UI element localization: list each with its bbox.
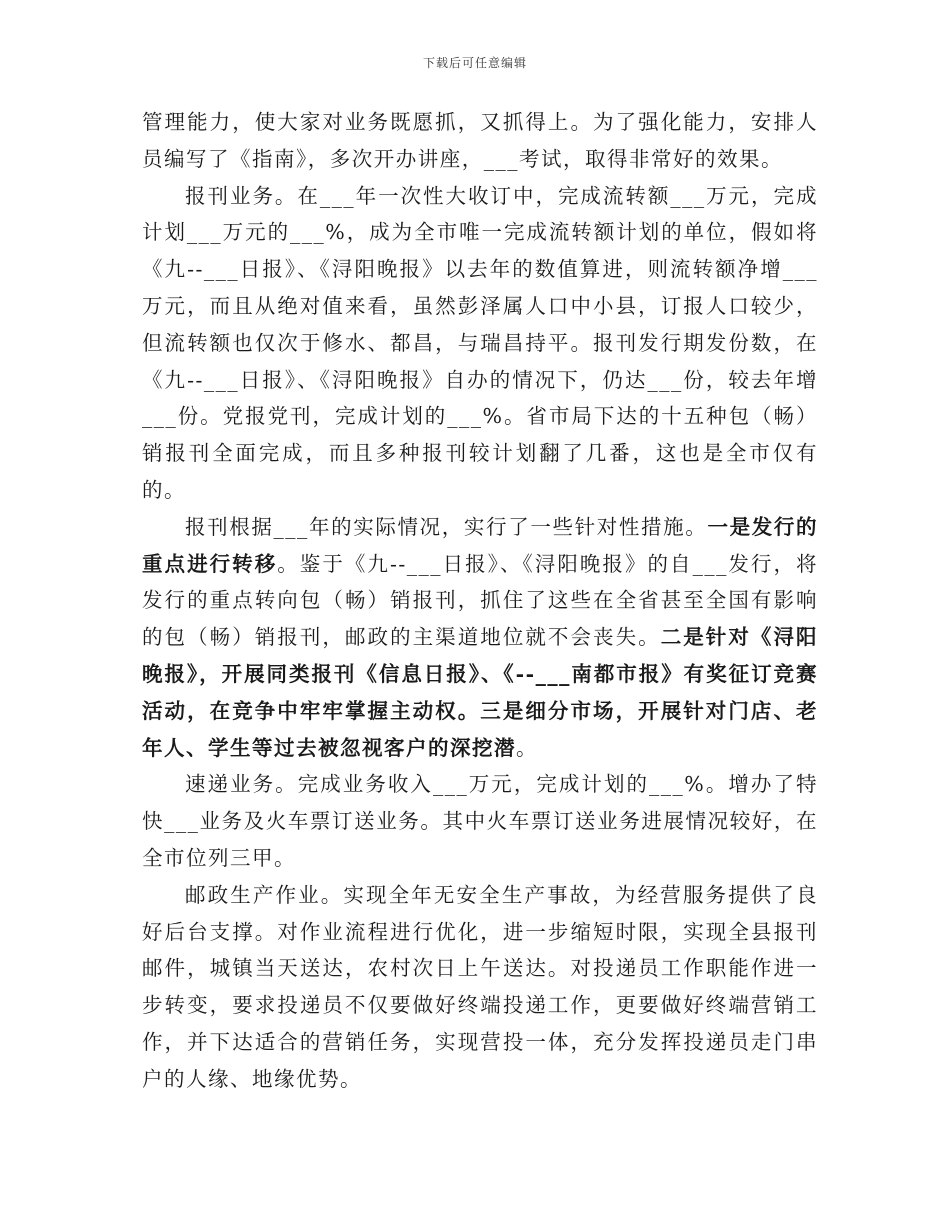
- paragraph-postal-operations: [142, 877, 818, 1098]
- text-run: 。鉴于《九--___日报》、《浔阳晚报》的自___发行，将发行的重点转向包（畅）销报刊，抓住了这些在全省甚至全国有影响的包（畅）销报刊，邮政的主渠道地位就不会丧失。: [142, 551, 818, 650]
- text-run: 报刊业务。在___年一次性大收订中，完成流转额___万元，完成计划___万元的___%，成为全市唯一完成流转额计划的单位，假如将《九--___日报》、《浔阳晚报》以去年的数值算进，则流转额净增___万元，而且从绝对值来看，虽然彭泽属人口中小县，订报人口较少，但流转额也仅次于修水、都昌，与瑞昌持平。报刊发行期发份数，在《九--___日报》、《浔阳晚报》自办的情况下，仍达___份，较去年增___份。党报党刊，完成计划的___%。省市局下达的十五种包（畅）销报刊全面完成，而且多种报刊较计划翻了几番，这也是全市仅有的。: [142, 183, 818, 502]
- text-run: 报刊根据___年的实际情况，实行了一些针对性措施。: [185, 514, 708, 539]
- document-body: [142, 104, 818, 1098]
- text-run: 管理能力，使大家对业务既愿抓，又抓得上。为了强化能力，安排人员编写了《指南》，多次开办讲座，___考试，取得非常好的效果。: [142, 110, 818, 171]
- bold-text-run: 一是发行的重点进行转移: [142, 514, 819, 576]
- text-run: 。: [516, 735, 538, 760]
- paragraph-management-ability: [142, 104, 818, 178]
- paragraph-newspaper-measures: [142, 509, 818, 767]
- paragraph-newspaper-business: [142, 178, 818, 509]
- bold-text-run: 二是针对《浔阳晚报》，开展同类报刊《信息日报》、《--___南都市报》有奖征订竞赛活动，在竞争中牢牢掌握主动权。三是细分市场，开展针对门店、老年人、学生等过去被忽视客户的深挖潜: [142, 625, 819, 760]
- text-run: 速递业务。完成业务收入___万元，完成计划的___%。增办了特快___业务及火车票订送业务。其中火车票订送业务进展情况较好，在全市位列三甲。: [142, 772, 818, 870]
- page-header-note: 下载后可任意编辑: [422, 56, 527, 70]
- text-run: 邮政生产作业。实现全年无安全生产事故，为经营服务提供了良好后台支撑。对作业流程进行优化，进一步缩短时限，实现全县报刊邮件，城镇当天送达，农村次日上午送达。对投递员工作职能作进一步转变，要求投递员不仅要做好终端投递工作，更要做好终端营销工作，并下达适合的营销任务，实现营投一体，充分发挥投递员走门串户的人缘、地缘优势。: [142, 882, 818, 1091]
- paragraph-express-business: [142, 766, 818, 876]
